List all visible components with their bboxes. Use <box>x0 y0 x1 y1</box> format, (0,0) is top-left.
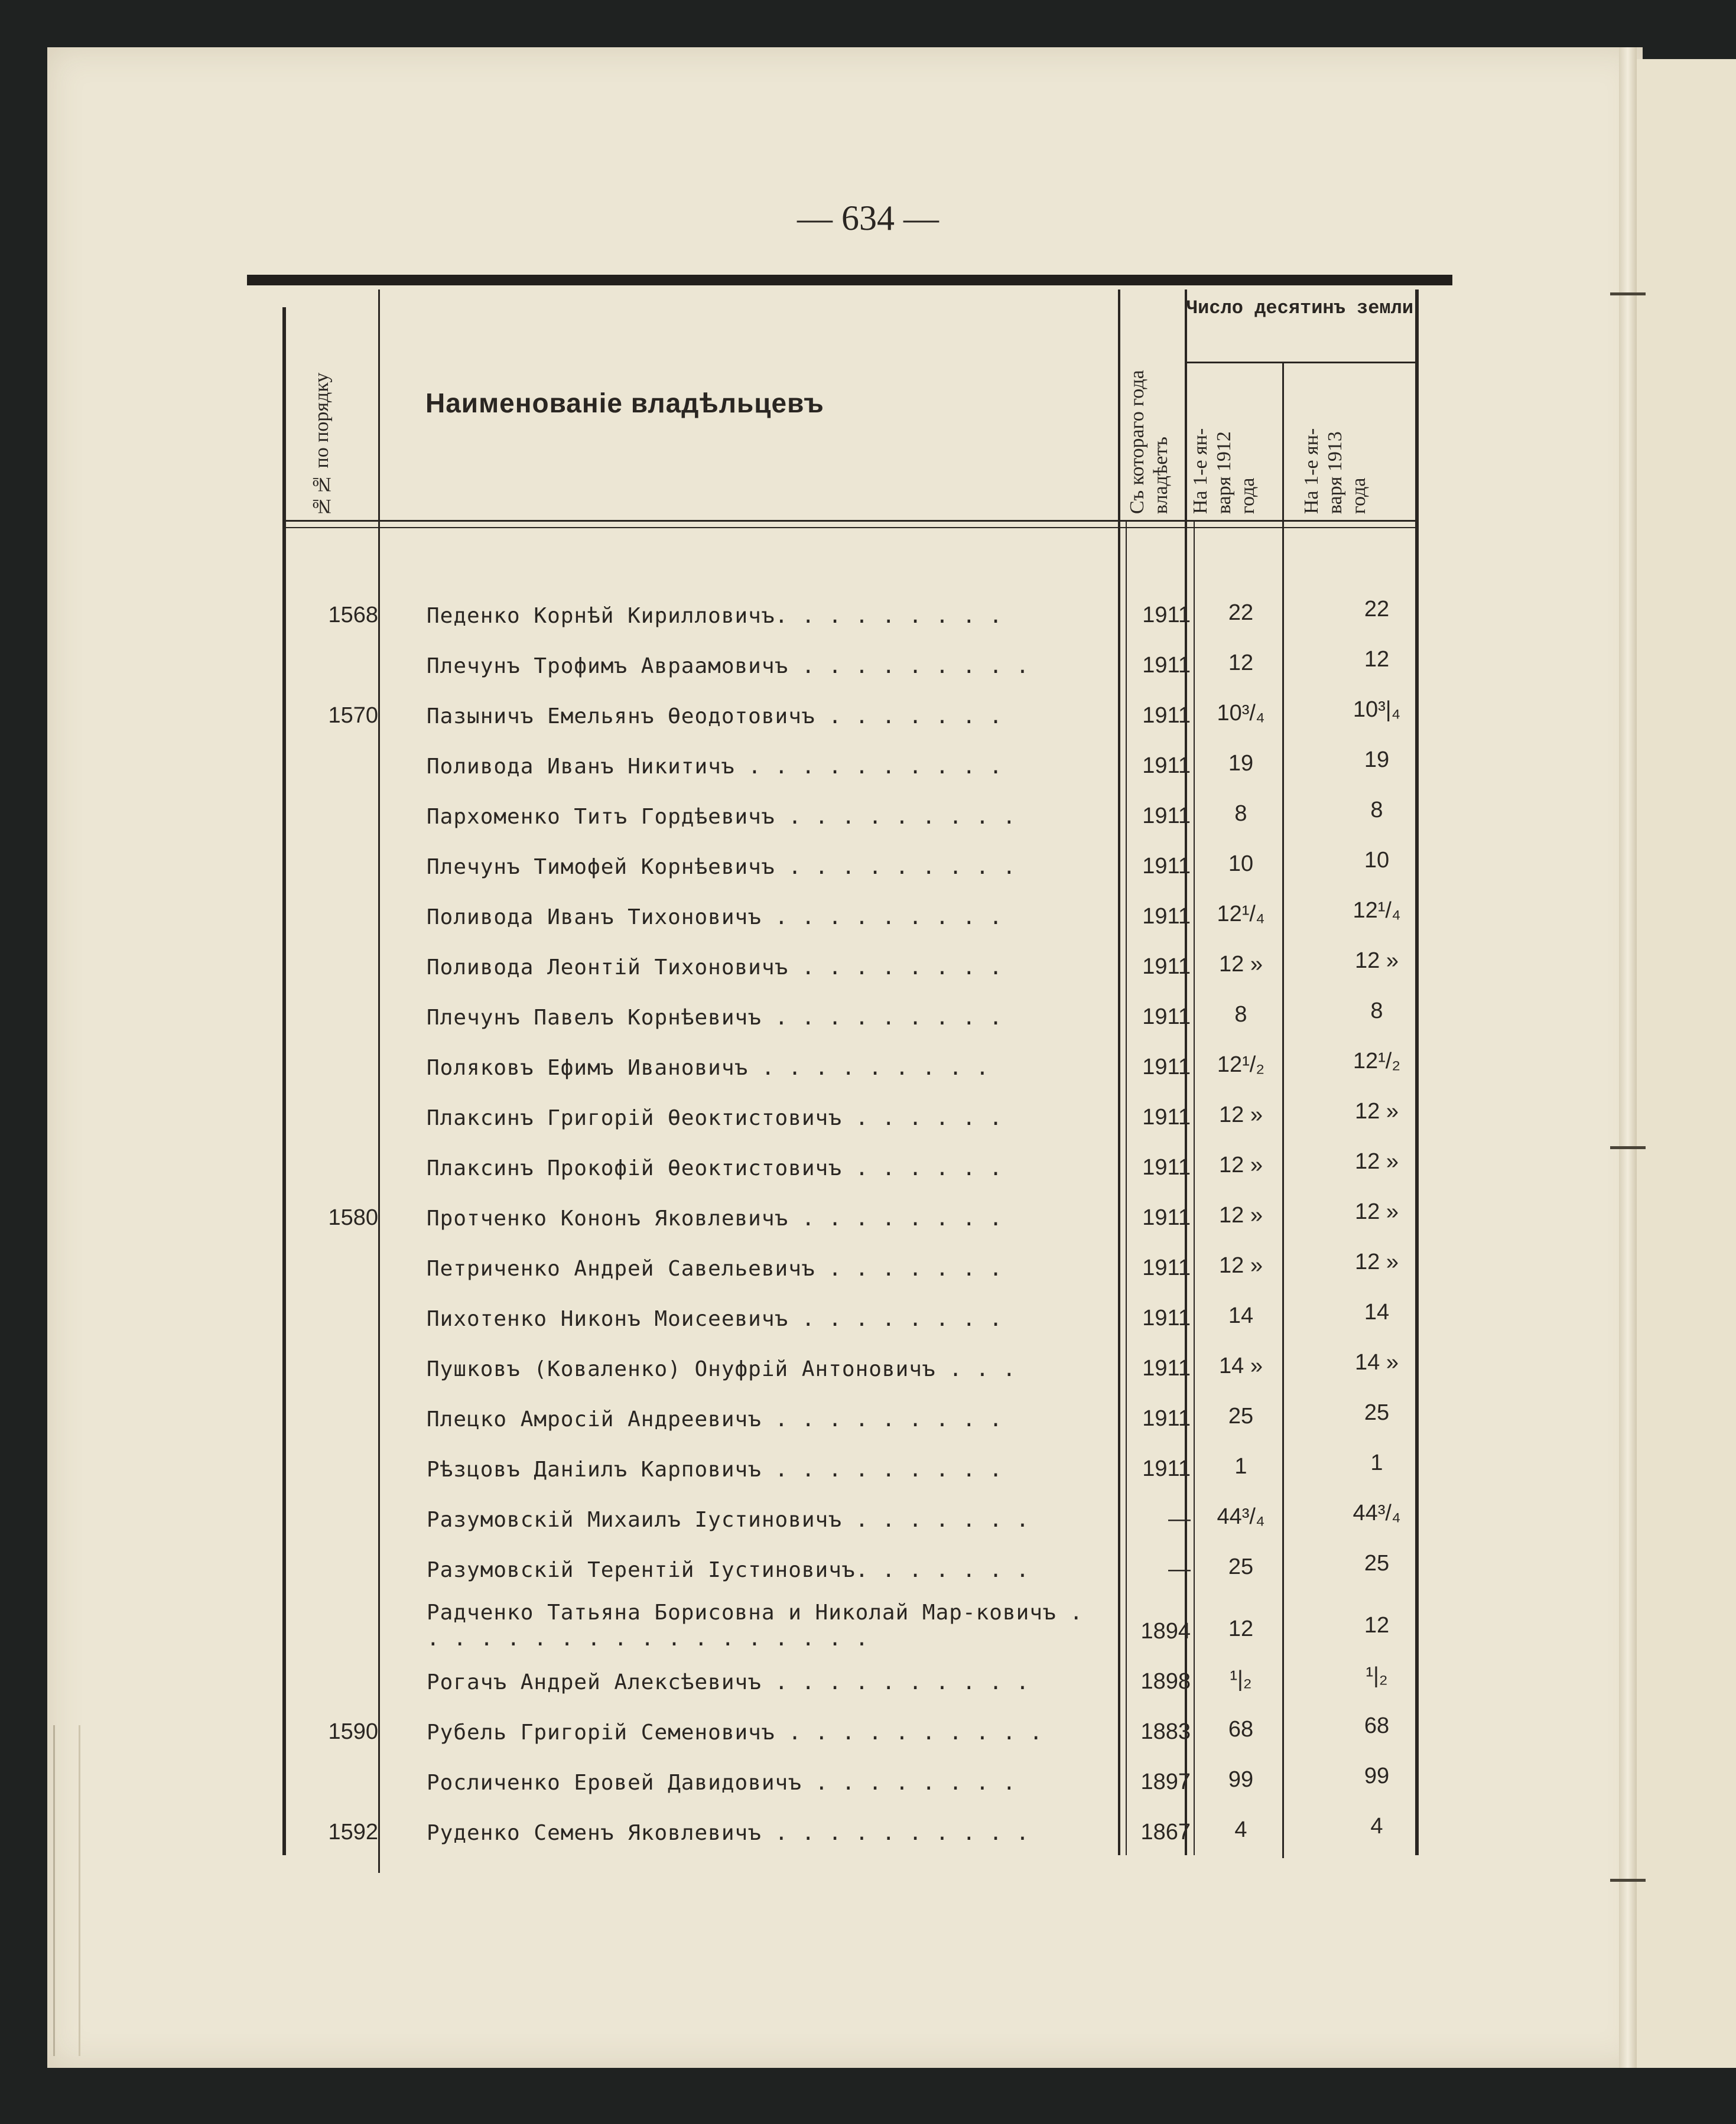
desyatin-1913: 99 <box>1364 1764 1390 1788</box>
owned-since-year: 1911 <box>1142 1205 1191 1230</box>
table-top-rule <box>247 275 1452 285</box>
owned-since-year: 1911 <box>1142 703 1191 728</box>
desyatin-1913: 12 » <box>1355 1099 1399 1124</box>
owner-name: Пушковъ (Коваленко) Онуфрій Антоновичъ . . . <box>427 1357 1016 1381</box>
desyatin-1912: 4 <box>1234 1817 1247 1842</box>
table-row <box>0 1099 1736 1134</box>
desyatin-1912: 1 <box>1234 1454 1247 1479</box>
table-row <box>0 1300 1736 1335</box>
table-row <box>0 798 1736 833</box>
table-row <box>0 1049 1736 1084</box>
desyatin-1912: 12 <box>1228 650 1254 675</box>
owned-since-year: 1911 <box>1142 804 1191 828</box>
owned-since-year: 1911 <box>1142 1406 1191 1431</box>
owner-name: Пархоменко Титъ Гордѣевичъ . . . . . . . . . <box>427 805 1016 829</box>
owner-name: Рѣзцовъ Даніилъ Карповичъ . . . . . . . . . <box>427 1458 1003 1482</box>
desyatin-1913: 1 <box>1370 1450 1383 1475</box>
desyatin-1912: 14 <box>1228 1303 1254 1328</box>
owner-name: Руденко Семенъ Яковлевичъ . . . . . . . . . . <box>427 1821 1030 1845</box>
owner-name: Поливода Иванъ Никитичъ . . . . . . . . . . <box>427 754 1003 779</box>
desyatin-1912: 99 <box>1228 1767 1254 1792</box>
desyatin-1913: 4 <box>1370 1814 1383 1839</box>
header-1913-col: На 1-е ян- варя 1913 года <box>1301 428 1370 514</box>
header-1912-col: На 1-е ян- варя 1912 года <box>1189 428 1259 514</box>
owned-since-year: — <box>1168 1557 1191 1582</box>
desyatin-1912: 12 » <box>1219 1153 1263 1178</box>
page-tab-mark <box>1610 1879 1646 1882</box>
owned-since-year: — <box>1168 1507 1191 1531</box>
owner-name: Пазыничъ Емельянъ Ѳеодотовичъ . . . . . . . <box>427 704 1003 728</box>
desyatin-1913: 44³/₄ <box>1353 1501 1401 1525</box>
table-row <box>0 597 1736 632</box>
desyatin-1913: 12 » <box>1355 1250 1399 1274</box>
table-row <box>0 1713 1736 1749</box>
desyatin-1912: 10³/₄ <box>1217 701 1265 726</box>
header-group-desyatin: Число десятинъ земли <box>1186 297 1414 319</box>
desyatin-1913: 25 <box>1364 1551 1390 1576</box>
desyatin-1912: 12 » <box>1219 1102 1263 1127</box>
desyatin-1913: 12 <box>1364 1613 1390 1638</box>
desyatin-1912: 12 » <box>1219 1203 1263 1228</box>
owner-name: Разумовскій Михаилъ Іустиновичъ . . . . . . . <box>427 1508 1030 1532</box>
table-row <box>0 1450 1736 1486</box>
owned-since-year: 1911 <box>1142 1155 1191 1180</box>
desyatin-1912: 14 » <box>1219 1354 1263 1378</box>
owner-name: Пихотенко Никонъ Моисеевичъ . . . . . . . . <box>427 1307 1003 1331</box>
desyatin-1913: 10³|₄ <box>1353 697 1401 722</box>
table-row <box>0 647 1736 682</box>
desyatin-1912: 19 <box>1228 751 1254 776</box>
group-header-rule <box>1185 362 1418 363</box>
owner-name: Плечунъ Тимофей Корнѣевичъ . . . . . . . . . <box>427 855 1016 879</box>
owned-since-year: 1911 <box>1142 854 1191 879</box>
owned-since-year: 1911 <box>1142 954 1191 979</box>
desyatin-1912: 10 <box>1228 851 1254 876</box>
desyatin-1913: 14 » <box>1355 1350 1399 1375</box>
owner-name: Рубель Григорій Семеновичъ . . . . . . . . . . <box>427 1720 1043 1745</box>
table-row <box>0 998 1736 1034</box>
table-row <box>0 697 1736 733</box>
table-row <box>0 1199 1736 1235</box>
owner-name: Протченко Кононъ Яковлевичъ . . . . . . . . <box>427 1206 1003 1231</box>
desyatin-1912: 8 <box>1234 1002 1247 1027</box>
desyatin-1912: ¹|₂ <box>1230 1667 1252 1692</box>
table-row <box>0 1400 1736 1436</box>
desyatin-1913: 8 <box>1370 798 1383 822</box>
desyatin-1913: 12 » <box>1355 1199 1399 1224</box>
desyatin-1912: 25 <box>1228 1554 1254 1579</box>
desyatin-1913: ¹|₂ <box>1366 1663 1388 1688</box>
row-number: 1592 <box>328 1820 378 1845</box>
desyatin-1912: 12 » <box>1219 952 1263 977</box>
owned-since-year: 1911 <box>1142 653 1191 678</box>
owned-since-year: 1898 <box>1140 1669 1191 1694</box>
table-row <box>0 1250 1736 1285</box>
desyatin-1912: 12 <box>1228 1616 1254 1641</box>
row-number: 1570 <box>328 703 378 728</box>
owner-name: Плечунъ Трофимъ Авраамовичъ . . . . . . . . . <box>427 654 1030 678</box>
table-row <box>0 1601 1736 1651</box>
owned-since-year: 1894 <box>1140 1619 1191 1644</box>
table-row <box>0 1663 1736 1699</box>
owned-since-year: 1911 <box>1142 1456 1191 1481</box>
page-number: — 634 — <box>797 199 939 238</box>
desyatin-1912: 12 » <box>1219 1253 1263 1278</box>
desyatin-1912: 68 <box>1228 1717 1254 1742</box>
row-number: 1590 <box>328 1719 378 1744</box>
table-row <box>0 1350 1736 1385</box>
owner-name: Росличенко Еровей Давидовичъ . . . . . . . . <box>427 1771 1016 1795</box>
desyatin-1912: 12¹/₄ <box>1217 902 1265 926</box>
page-tab-mark <box>1610 292 1646 295</box>
owned-since-year: 1911 <box>1142 1004 1191 1029</box>
table-row <box>0 1149 1736 1185</box>
owner-name: Плаксинъ Прокофій Ѳеоктистовичъ . . . . . . <box>427 1156 1003 1180</box>
desyatin-1913: 25 <box>1364 1400 1390 1425</box>
desyatin-1912: 25 <box>1228 1404 1254 1429</box>
table-row <box>0 1551 1736 1586</box>
owner-name: Плецко Амросій Андреевичъ . . . . . . . . . <box>427 1407 1003 1432</box>
owner-name: Петриченко Андрей Савельевичъ . . . . . . . <box>427 1257 1003 1281</box>
table-row <box>0 1814 1736 1849</box>
table-row <box>0 898 1736 933</box>
owned-since-year: 1897 <box>1140 1770 1191 1794</box>
owned-since-year: 1911 <box>1142 603 1191 627</box>
owner-name: Плечунъ Павелъ Корнѣевичъ . . . . . . . . . <box>427 1006 1003 1030</box>
desyatin-1913: 8 <box>1370 998 1383 1023</box>
desyatin-1913: 12 » <box>1355 1149 1399 1174</box>
desyatin-1912: 22 <box>1228 600 1254 625</box>
desyatin-1913: 10 <box>1364 848 1390 873</box>
table-row <box>0 848 1736 883</box>
desyatin-1913: 22 <box>1364 597 1390 622</box>
owned-since-year: 1867 <box>1140 1820 1191 1845</box>
desyatin-1912: 8 <box>1234 801 1247 826</box>
desyatin-1913: 12¹/₂ <box>1353 1049 1401 1074</box>
owned-since-year: 1911 <box>1142 1055 1191 1079</box>
desyatin-1913: 19 <box>1364 747 1390 772</box>
table-row <box>0 1501 1736 1536</box>
row-number: 1580 <box>328 1205 378 1230</box>
header-num-col: №№ по порядку <box>311 372 333 517</box>
header-bottom-rule-double <box>286 527 1418 528</box>
owned-since-year: 1911 <box>1142 1306 1191 1331</box>
owner-name: Разумовскій Терентій Іустиновичъ. . . . . . . <box>427 1558 1030 1582</box>
owned-since-year: 1911 <box>1142 1105 1191 1130</box>
header-bottom-rule <box>286 520 1418 522</box>
row-number: 1568 <box>328 603 378 627</box>
owner-name: Поливода Леонтій Тихоновичъ . . . . . . . . <box>427 955 1003 980</box>
desyatin-1912: 12¹/₂ <box>1217 1052 1265 1077</box>
desyatin-1913: 12 <box>1364 647 1390 672</box>
owner-name: Поляковъ Ефимъ Ивановичъ . . . . . . . . . <box>427 1056 990 1080</box>
table-row <box>0 948 1736 984</box>
desyatin-1912: 44³/₄ <box>1217 1504 1265 1529</box>
desyatin-1913: 68 <box>1364 1713 1390 1738</box>
owned-since-year: 1883 <box>1140 1719 1191 1744</box>
owner-name: Рогачъ Андрей Алексѣевичъ . . . . . . . . . . <box>427 1670 1030 1694</box>
owned-since-year: 1911 <box>1142 1255 1191 1280</box>
owned-since-year: 1911 <box>1142 904 1191 929</box>
table-row <box>0 1764 1736 1799</box>
owner-name: Плаксинъ Григорій Ѳеоктистовичъ . . . . . . <box>427 1106 1003 1130</box>
owned-since-year: 1911 <box>1142 753 1191 778</box>
owned-since-year: 1911 <box>1142 1356 1191 1381</box>
header-name-col: Наименованіе владѣльцевъ <box>425 388 824 418</box>
header-year-col: Съ котораго года владѣетъ <box>1126 370 1172 514</box>
owner-name: Радченко Татьяна Борисовна и Николай Мар-ковичъ . . . . . . . . . . . . . . . . . . <box>427 1601 1084 1651</box>
desyatin-1913: 12 » <box>1355 948 1399 973</box>
owner-name: Педенко Корнѣй Кирилловичъ. . . . . . . . . <box>427 604 1003 628</box>
desyatin-1913: 12¹/₄ <box>1353 898 1401 923</box>
owner-name: Поливода Иванъ Тихоновичъ . . . . . . . . . <box>427 905 1003 929</box>
table-row <box>0 747 1736 783</box>
desyatin-1913: 14 <box>1364 1300 1390 1325</box>
